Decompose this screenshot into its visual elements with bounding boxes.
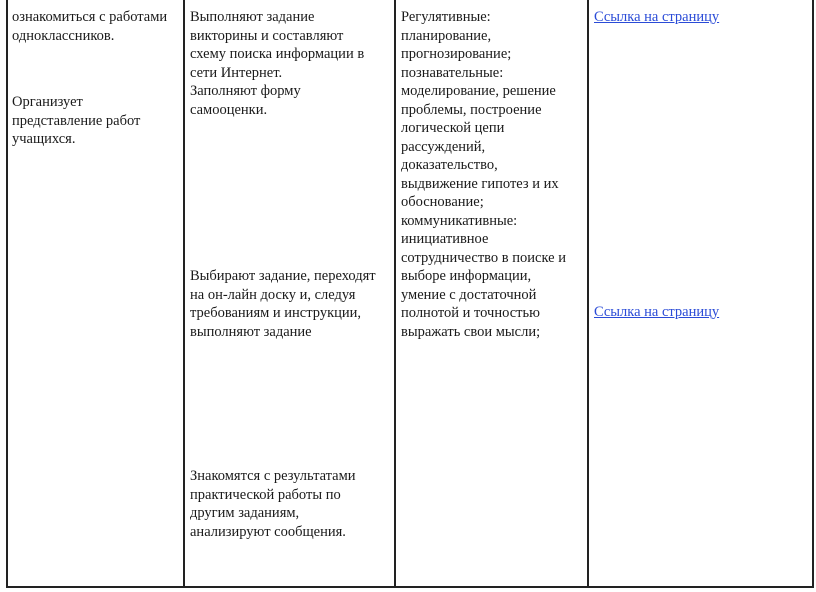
teacher-activity-text-2: Организует представление работ учащихся. <box>12 94 141 147</box>
learning-outcomes-text: Регулятивные: планирование, прогнозирование; познавательные: моделирование, решение проблемы, построение логической цепи рассуждений, доказательство, выдвижение гипотез и их обоснование; коммуникативные: инициативное сотрудничество в поиске и выборе информации, умение с достаточной полнотой и точностью выражать свои мысли; <box>401 9 566 340</box>
column-divider-3 <box>587 0 589 588</box>
student-activity-text-1: Выполняют задание викторины и составляют схему поиска информации в сети Интернет. Заполняют форму самооценки. <box>190 9 365 118</box>
column-divider-1 <box>183 0 185 588</box>
student-activity-text-2: Выбирают задание, переходят на он-лайн доску и, следуя требованиям и инструкции, выполняют задание <box>190 268 376 340</box>
page-link-1[interactable]: Ссылка на страницу <box>594 9 720 25</box>
teacher-activity-text-1: ознакомиться с работами одноклассников. <box>12 9 168 44</box>
page-link-2[interactable]: Ссылка на страницу <box>594 304 720 320</box>
student-activity-text-3: Знакомятся с результатами практической работы по другим заданиям, анализируют сообщения. <box>190 468 356 540</box>
column-divider-2 <box>394 0 396 588</box>
